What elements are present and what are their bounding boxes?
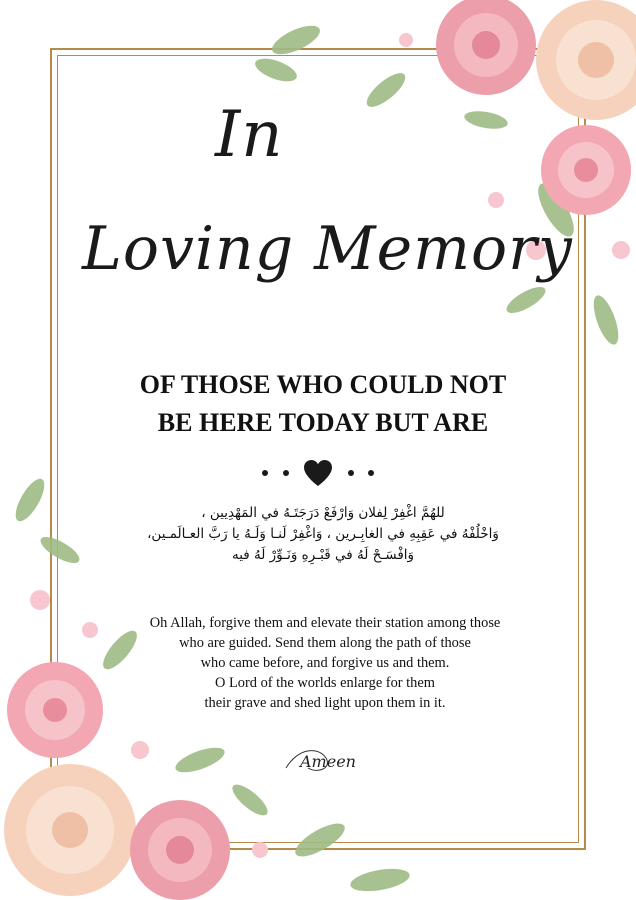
english-prayer <box>95 613 555 713</box>
heading-line-1: OF THOSE WHO COULD NOT <box>139 370 507 399</box>
dot-icon <box>348 470 354 476</box>
english-line: their grave and shed light upon them in it. <box>204 695 446 711</box>
dot-icon <box>368 470 374 476</box>
arabic-line: وَافْسَـحْ لَهُ في قَبْـرِهِ وَنَـوِّرْ لَهُ فيه <box>231 547 415 563</box>
rose-icon <box>7 662 103 758</box>
dot-icon <box>283 470 289 476</box>
rose-icon <box>130 800 230 900</box>
title-in: In <box>215 98 284 172</box>
english-line: Oh Allah, forgive them and elevate their station among those <box>149 615 501 631</box>
arabic-prayer <box>100 503 546 566</box>
arabic-line: للهُمَّ اغْفِرْ لِفلان وَارْفَعْ دَرَجَتَـهُ في المَهْدِيين ، <box>201 505 445 521</box>
heart-icon <box>303 459 333 487</box>
rose-icon <box>436 0 536 95</box>
memorial-heading <box>80 366 566 442</box>
ameen-text: Ameen <box>300 752 356 771</box>
rose-icon <box>536 0 636 120</box>
dot-icon <box>262 470 268 476</box>
heart-divider <box>262 455 374 491</box>
title-loving-memory: Loving Memory <box>82 214 573 284</box>
closing-ameen <box>278 738 378 782</box>
english-line: O Lord of the worlds enlarge for them <box>215 675 435 691</box>
english-line: who are guided. Send them along the path of those <box>179 635 471 651</box>
rose-icon <box>541 125 631 215</box>
heading-line-2: BE HERE TODAY BUT ARE <box>157 408 489 437</box>
arabic-line: وَاخْلُفْهُ في عَقِبِهِ في الغابِـرين ، وَاغْفِرْ لَنـا وَلَـهُ يا رَبَّ العـالَمـين، <box>147 526 499 542</box>
floral-decoration-top-right <box>236 0 636 400</box>
english-line: who came before, and forgive us and them. <box>200 655 450 671</box>
rose-icon <box>4 764 136 896</box>
